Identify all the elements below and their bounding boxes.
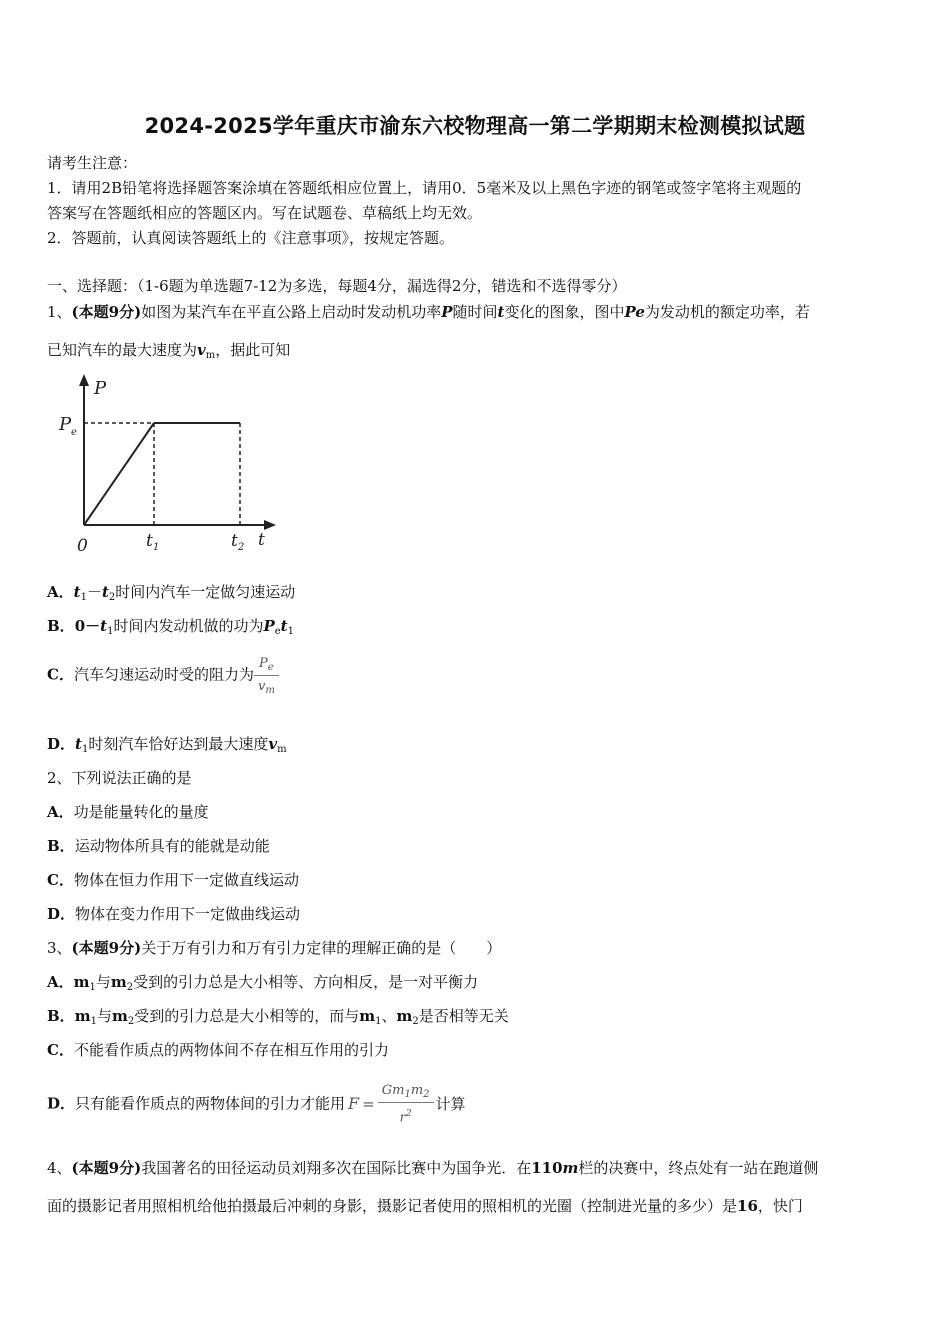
resistance-fraction: $\frac{P_e}{v_m}$ <box>254 653 279 698</box>
notice-heading: 请考生注意： <box>47 154 138 172</box>
q3-stem: 3、(本题9分)关于万有引力和万有引力定律的理解正确的是（ ） <box>47 939 502 957</box>
q1-stem-line-2: 已知汽车的最大速度为$v_m$，据此可知 <box>47 341 291 361</box>
origin-label: 0 <box>77 536 88 556</box>
notice-line-2: 答案写在答题纸相应的答题区内。写在试题卷、草稿纸上均无效。 <box>47 204 483 222</box>
q1-option-d: D．$t_1$时刻汽车恰好达到最大速度$v_m$ <box>47 735 287 755</box>
notice-line-3: 2．答题前，认真阅读答题纸上的《注意事项》，按规定答题。 <box>47 229 455 247</box>
q4-stem-line-1: 4、(本题9分)我国著名的田径运动员刘翔多次在国际比赛中为国争光．在110m栏的决赛中，终点处有一站在跑道侧 <box>47 1159 819 1177</box>
power-time-graph <box>50 370 290 560</box>
q1-option-b: B．$0-t_1$时间内发动机做的功为$P_et_1$ <box>47 617 294 637</box>
t-axis-label: t <box>258 530 265 550</box>
t2-label-sub: 2 <box>238 542 245 553</box>
section-heading: 一、选择题：（1-6题为单选题7-12为多选，每题4分，漏选得2分，错选和不选得零分） <box>47 277 627 295</box>
t1-label-sub: 1 <box>153 542 160 553</box>
pe-label: P <box>59 414 72 435</box>
t2-label: t <box>231 531 238 551</box>
q3-option-b: B．$m_1$与$m_2$受到的引力总是大小相等的，而与$m_1$、$m_2$是否相等无关 <box>47 1007 509 1027</box>
q3-option-d: D．只有能看作质点的两物体间的引力才能用 F = $\frac{Gm_1m_2}{r^2}$ 计算 <box>47 1080 466 1129</box>
q2-stem: 2、下列说法正确的是 <box>47 769 192 787</box>
notice-line-1: 1．请用2B铅笔将选择题答案涂填在答题纸相应位置上，请用0．5毫米及以上黑色字迹的钢笔或签字笔将主观题的 <box>47 179 802 197</box>
page-title: 2024-2025学年重庆市渝东六校物理高一第二学期期末检测模拟试题 <box>144 114 806 138</box>
q1-stem-line-1: 1、(本题9分)如图为某汽车在平直公路上启动时发动机功率P随时间t变化的图象，图中Pe为发动机的额定功率，若 <box>47 303 810 321</box>
q2-option-a: A．功是能量转化的量度 <box>47 803 209 821</box>
y-axis-arrow-icon <box>79 374 89 386</box>
q4-stem-line-2: 面的摄影记者用照相机给他拍摄最后冲刺的身影，摄影记者使用的照相机的光圈（控制进光量的多少）是16，快门 <box>47 1197 803 1215</box>
q3-option-c: C．不能看作质点的两物体间不存在相互作用的引力 <box>47 1041 389 1059</box>
q2-option-d: D．物体在变力作用下一定做曲线运动 <box>47 905 301 923</box>
q1-option-a: A．$t_1-t_2$时间内汽车一定做匀速运动 <box>47 583 296 603</box>
p-axis-label: P <box>94 378 107 399</box>
q1-option-c: C．汽车匀速运动时受的阻力为 $\frac{P_e}{v_m}$ <box>47 653 279 698</box>
x-axis-arrow-icon <box>264 520 276 530</box>
q2-option-b: B．运动物体所具有的能就是动能 <box>47 837 270 855</box>
q2-option-c: C．物体在恒力作用下一定做直线运动 <box>47 871 299 889</box>
t1-label: t <box>146 531 153 551</box>
q3-option-a: A．$m_1$与$m_2$受到的引力总是大小相等、方向相反，是一对平衡力 <box>47 973 479 993</box>
pe-label-sub: e <box>71 427 77 438</box>
gravitation-formula-fraction: $\frac{Gm_1m_2}{r^2}$ <box>378 1080 434 1129</box>
power-ramp-line <box>84 423 154 525</box>
